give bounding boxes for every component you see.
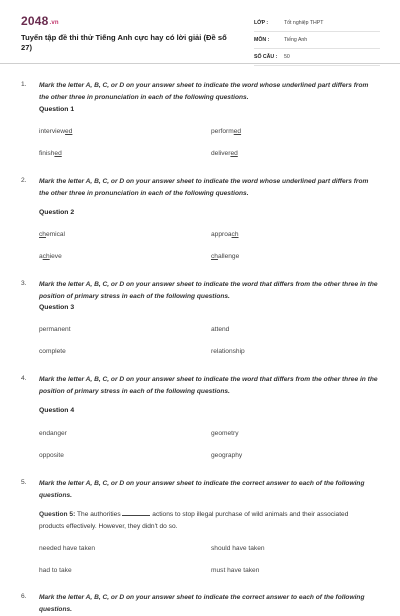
meta-question-count: SỐ CÂU : 50 [254,49,380,66]
option-d[interactable]: relationship [211,348,245,355]
question-label: Question 3 [39,304,75,311]
option-a[interactable]: permanent [39,326,71,333]
section-number: 6. [21,593,27,600]
section-instruction: Mark the letter A, B, C, or D on your answer sheet to indicate the word that differs from the other three in the position of primary stress in each of the following questions. [39,376,378,395]
option-b[interactable]: performed [211,128,242,135]
section-instruction: Mark the letter A, B, C, or D on your answer sheet to indicate the correct answer to each of the following questions. [39,594,365,613]
option-d[interactable]: challenge [211,253,240,260]
option-c[interactable]: opposite [39,452,64,459]
exam-meta [254,15,380,66]
question-stem: Question 5: The authorities actions to stop illegal purchase of wild animals and their associated products effectively. However, they didn't do so. [39,511,349,530]
section-instruction: Mark the letter A, B, C, or D on your answer sheet to indicate the word whose underlined part differs from the other three in pronunciation in each of the following questions. [39,82,369,101]
option-c[interactable]: finished [39,150,62,157]
option-a[interactable]: needed have taken [39,545,96,552]
section-number: 4. [21,375,27,382]
meta-subject: MÔN : Tiếng Anh [254,32,380,49]
page-header [0,0,400,64]
question-label: Question 1 [39,106,75,113]
section-number: 5. [21,479,27,486]
option-d[interactable]: delivered [211,150,238,157]
option-d[interactable]: must have taken [211,567,260,574]
question-label: Question 2 [39,209,75,216]
option-b[interactable]: attend [211,326,230,333]
option-b[interactable]: geometry [211,430,239,437]
option-d[interactable]: geography [211,452,243,459]
option-b[interactable]: approach [211,231,239,238]
option-a[interactable]: chemical [39,231,66,238]
section-instruction: Mark the letter A, B, C, or D on your answer sheet to indicate the word whose underlined part differs from the other three in pronunciation in each of the following questions. [39,178,369,197]
site-logo[interactable]: 2048.vn [21,14,59,28]
section-instruction: Mark the letter A, B, C, or D on your answer sheet to indicate the word that differs from the other three in the position of primary stress in each of the following questions. [39,281,378,300]
section-instruction: Mark the letter A, B, C, or D on your answer sheet to indicate the correct answer to each of the following questions. [39,480,365,499]
section-number: 3. [21,280,27,287]
option-c[interactable]: complete [39,348,66,355]
option-c[interactable]: had to take [39,567,72,574]
question-label: Question 4 [39,407,75,414]
meta-grade: LỚP : Tốt nghiệp THPT [254,15,380,32]
answer-blank [122,510,150,516]
option-a[interactable]: interviewed [39,128,73,135]
option-a[interactable]: endanger [39,430,67,437]
section-number: 1. [21,81,27,88]
exam-title: Tuyển tập đề thi thử Tiếng Anh cực hay có lời giải (Đề số 27) [21,33,227,52]
section-number: 2. [21,177,27,184]
option-b[interactable]: should have taken [211,545,265,552]
option-c[interactable]: achieve [39,253,62,260]
